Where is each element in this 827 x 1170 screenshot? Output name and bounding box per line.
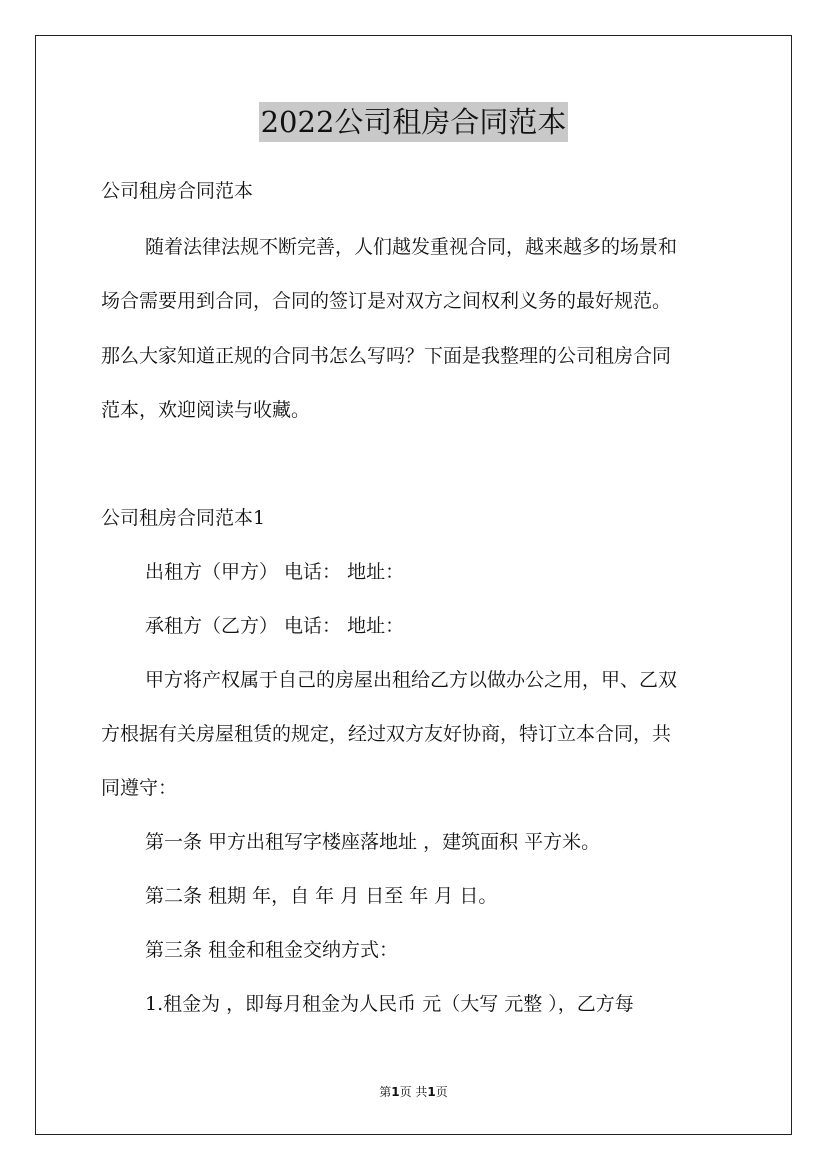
footer-suffix: 页 bbox=[435, 1085, 448, 1099]
intro-paragraph-line: 那么大家知道正规的合同书怎么写吗？下面是我整理的公司租房合同 bbox=[101, 345, 672, 367]
footer-total-pages: 1 bbox=[427, 1085, 436, 1099]
footer-page-number: 1 bbox=[391, 1085, 400, 1099]
lessor-line: 出租方（甲方） 电话： 地址： bbox=[145, 561, 405, 583]
article-2: 第二条 租期 年，自 年 月 日至 年 月 日。 bbox=[145, 885, 498, 907]
document-title-text: 2022公司租房合同范本 bbox=[259, 102, 569, 142]
document-title bbox=[0, 102, 827, 142]
agreement-paragraph-line: 方根据有关房屋租赁的规定，经过双方友好协商，特订立本合同，共 bbox=[101, 723, 672, 745]
agreement-paragraph-line: 同遵守： bbox=[101, 777, 178, 799]
agreement-paragraph-line: 甲方将产权属于自己的房屋出租给乙方以做办公之用，甲、乙双 bbox=[145, 669, 678, 691]
article-3: 第三条 租金和租金交纳方式： bbox=[145, 939, 399, 961]
lessee-line: 承租方（乙方） 电话： 地址： bbox=[145, 615, 405, 637]
intro-paragraph-line: 随着法律法规不断完善，人们越发重视合同，越来越多的场景和 bbox=[145, 236, 678, 258]
intro-paragraph-line: 场合需要用到合同，合同的签订是对双方之间权利义务的最好规范。 bbox=[101, 290, 672, 312]
clause-1: 1.租金为 ，即每月租金为人民币 元（大写 元整 ），乙方每 bbox=[145, 993, 634, 1015]
document-subtitle: 公司租房合同范本 bbox=[101, 180, 254, 202]
footer-mid: 页 共 bbox=[399, 1085, 428, 1099]
section-heading: 公司租房合同范本1 bbox=[101, 507, 266, 529]
footer-prefix: 第 bbox=[379, 1085, 392, 1099]
article-1: 第一条 甲方出租写字楼座落地址 ，建筑面积 平方米。 bbox=[145, 831, 601, 853]
intro-paragraph-line: 范本，欢迎阅读与收藏。 bbox=[101, 399, 311, 421]
page-footer bbox=[0, 1083, 827, 1100]
